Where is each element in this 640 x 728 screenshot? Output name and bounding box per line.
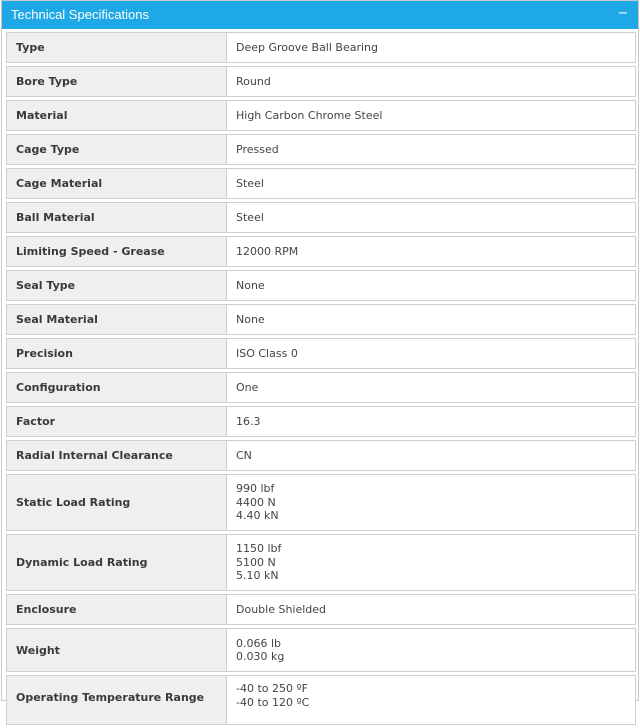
table-row <box>6 474 636 531</box>
spec-value <box>227 594 636 625</box>
spec-value-line: Steel <box>236 176 264 190</box>
spec-value <box>227 134 636 165</box>
table-row <box>6 100 636 131</box>
spec-label: Factor <box>6 406 227 437</box>
table-row <box>6 534 636 591</box>
spec-label: Seal Type <box>6 270 227 301</box>
spec-value-line: 0.066 lb <box>236 636 282 650</box>
spec-value-line: 4.40 kN <box>236 509 279 523</box>
panel-title: Technical Specifications <box>11 7 150 22</box>
table-row <box>6 338 636 369</box>
table-row <box>6 372 636 403</box>
spec-value-line: High Carbon Chrome Steel <box>236 108 383 122</box>
spec-label: Weight <box>6 628 227 672</box>
collapse-icon[interactable]: − <box>617 6 629 21</box>
spec-value <box>227 202 636 233</box>
spec-value-line: 5.10 kN <box>236 569 279 583</box>
table-row <box>6 406 636 437</box>
spec-label: Configuration <box>6 372 227 403</box>
technical-specifications-panel <box>1 0 639 709</box>
spec-label: Operating Temperature Range <box>6 675 227 725</box>
spec-value <box>227 406 636 437</box>
spec-value-line: None <box>236 278 265 292</box>
spec-value-line: Steel <box>236 210 264 224</box>
spec-label: Radial Internal Clearance <box>6 440 227 471</box>
table-row <box>6 32 636 63</box>
table-row <box>6 594 636 625</box>
table-row <box>6 168 636 199</box>
spec-value-line: -40 to 120 ºC <box>236 695 310 709</box>
spec-value-line: CN <box>236 448 252 462</box>
table-row <box>6 675 636 725</box>
spec-value <box>227 168 636 199</box>
spec-label: Material <box>6 100 227 131</box>
spec-value-line: -40 to 250 ºF <box>236 682 309 695</box>
spec-value <box>227 628 636 672</box>
spec-value <box>227 372 636 403</box>
table-row <box>6 440 636 471</box>
spec-label: Cage Material <box>6 168 227 199</box>
spec-value <box>227 66 636 97</box>
spec-label: Ball Material <box>6 202 227 233</box>
table-row <box>6 236 636 267</box>
spec-value <box>227 100 636 131</box>
spec-value-line: One <box>236 380 259 394</box>
table-row <box>6 202 636 233</box>
spec-label: Seal Material <box>6 304 227 335</box>
spec-label: Precision <box>6 338 227 369</box>
spec-label: Dynamic Load Rating <box>6 534 227 591</box>
spec-value-line: ISO Class 0 <box>236 346 298 360</box>
spec-value <box>227 270 636 301</box>
spec-value-line: 16.3 <box>236 414 261 428</box>
table-row <box>6 304 636 335</box>
spec-value-line: 12000 RPM <box>236 244 299 258</box>
spec-label: Enclosure <box>6 594 227 625</box>
spec-value <box>227 338 636 369</box>
spec-value <box>227 236 636 267</box>
spec-value-line: 0.030 kg <box>236 650 285 663</box>
spec-value-line: 5100 N <box>236 555 276 569</box>
spec-value-line: Round <box>236 74 271 88</box>
spec-value-line: Pressed <box>236 142 279 156</box>
spec-label: Static Load Rating <box>6 474 227 531</box>
spec-value <box>227 675 636 725</box>
spec-value <box>227 440 636 471</box>
spec-value-line: 4400 N <box>236 495 276 509</box>
table-row <box>6 66 636 97</box>
spec-value <box>227 474 636 531</box>
table-row <box>6 134 636 165</box>
spec-value-line: Double Shielded <box>236 602 327 616</box>
spec-value-line: Deep Groove Ball Bearing <box>236 40 379 54</box>
table-row <box>6 628 636 672</box>
spec-value <box>227 304 636 335</box>
spec-label: Bore Type <box>6 66 227 97</box>
spec-value-line: 1150 lbf <box>236 542 282 556</box>
spec-value <box>227 534 636 591</box>
panel-header[interactable] <box>2 1 638 29</box>
spec-label: Limiting Speed - Grease <box>6 236 227 267</box>
spec-table <box>6 29 636 728</box>
table-row <box>6 270 636 301</box>
spec-value <box>227 32 636 63</box>
spec-value-line: None <box>236 312 265 326</box>
spec-label: Cage Type <box>6 134 227 165</box>
spec-value-line: 990 lbf <box>236 482 275 496</box>
spec-label: Type <box>6 32 227 63</box>
